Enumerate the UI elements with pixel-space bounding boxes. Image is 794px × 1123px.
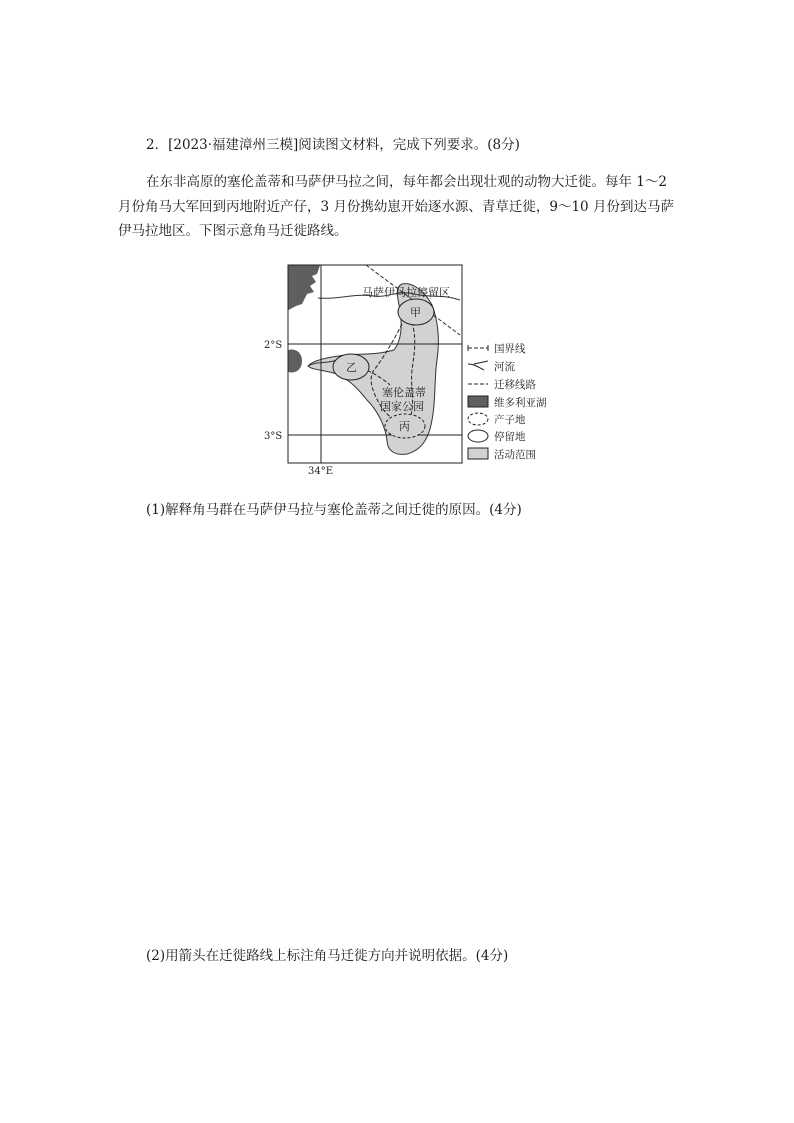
- intro-line-2: 月份角马大军回到丙地附近产仔，3 月份携幼崽开始逐水源、青草迁徙，9～10 月份到达马萨: [118, 199, 674, 215]
- legend-river-symbol: [468, 361, 488, 370]
- label-bing: 丙: [399, 420, 410, 433]
- legend-route-label: 迁移线路: [494, 379, 536, 391]
- legend-range-label: 活动范围: [494, 449, 536, 461]
- label-jia: 甲: [410, 306, 421, 319]
- intro-line-3: 伊马拉地区。下图示意角马迁徙路线。: [118, 223, 348, 239]
- label-yi: 乙: [346, 361, 357, 374]
- legend-river-label: 河流: [494, 361, 515, 373]
- legend-stay-label: 停留地: [494, 431, 526, 443]
- legend-range-symbol: [468, 448, 488, 459]
- legend-border-label: 国界线: [494, 343, 526, 355]
- sub-question-1: (1)解释角马群在马萨伊马拉与塞伦盖蒂之间迁徙的原因。(4分): [146, 502, 522, 518]
- legend: [468, 342, 547, 461]
- label-serengeti-1: 塞伦盖蒂: [382, 386, 426, 399]
- question-header: 2．[2023·福建漳州三模]阅读图文材料，完成下列要求。(8分): [146, 137, 520, 153]
- legend-stay-symbol: [468, 430, 488, 442]
- migration-map: [262, 260, 562, 484]
- migration-map-svg: [262, 260, 562, 480]
- label-serengeti-2: 国家公园: [380, 400, 424, 413]
- lon-label-34e: 34°E: [308, 466, 334, 477]
- legend-lake-symbol: [468, 396, 488, 407]
- lat-label-3s: 3°S: [264, 431, 283, 442]
- lat-label-2s: 2°S: [264, 340, 283, 351]
- intro-line-1: 在东非高原的塞伦盖蒂和马萨伊马拉之间，每年都会出现壮观的动物大迁徙。每年 1～2: [146, 174, 667, 190]
- sub-question-2: (2)用箭头在迁徙路线上标注角马迁徙方向并说明依据。(4分): [146, 948, 509, 964]
- legend-lake-label: 维多利亚湖: [494, 397, 547, 409]
- legend-birth-symbol: [468, 413, 488, 425]
- label-masai-mara: 马萨伊马拉停留区: [362, 286, 450, 299]
- legend-birth-label: 产子地: [494, 414, 526, 426]
